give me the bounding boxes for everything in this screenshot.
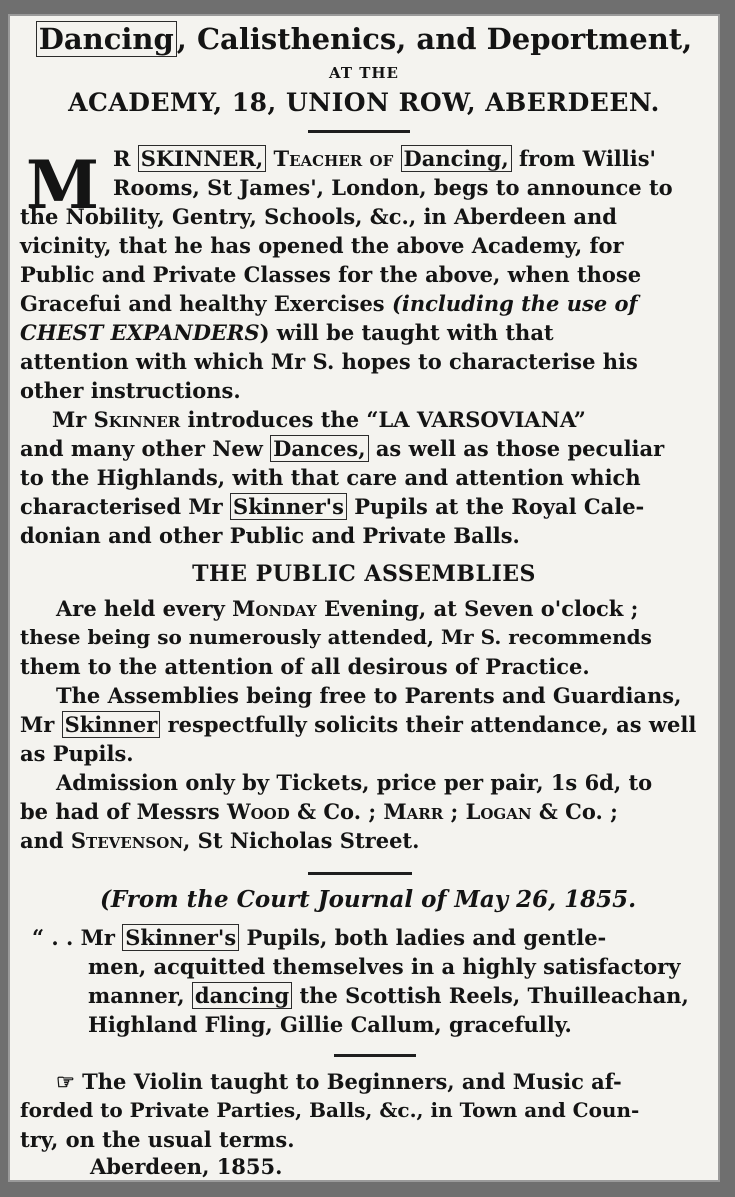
pointing-hand-icon: ☞ xyxy=(56,1069,75,1094)
highlight-skinner: Skinner xyxy=(62,711,161,738)
highlight-skinner: SKINNER, xyxy=(138,145,266,172)
advert-title: Dancing , Calisthenics, and Deportment, xyxy=(8,22,720,56)
para1-line9: other instructions. xyxy=(20,378,241,403)
divider xyxy=(308,872,412,875)
para1-line3: the Nobility, Gentry, Schools, &c., in Aberdeen and xyxy=(20,204,617,229)
footer-line3: try, on the usual terms. xyxy=(20,1127,295,1152)
footer-line1: ☞ The Violin taught to Beginners, and Music af- xyxy=(56,1069,622,1094)
divider xyxy=(334,1054,416,1057)
assemblies-line6: as Pupils. xyxy=(20,741,134,766)
para1-line4: vicinity, that he has opened the above Academy, for xyxy=(20,233,624,258)
para2-line5: donian and other Public and Private Balls. xyxy=(20,523,520,548)
admission-line1: Admission only by Tickets, price per pair, 1s 6d, to xyxy=(56,770,653,795)
place-date: Aberdeen, 1855. xyxy=(90,1154,283,1179)
at-the-label: AT THE xyxy=(329,64,399,82)
para1-line8: attention with which Mr S. hopes to characterise his xyxy=(20,349,638,374)
highlight-dancing: dancing xyxy=(192,982,292,1009)
para2-line3: to the Highlands, with that care and attention which xyxy=(20,465,641,490)
journal-line4: Highland Fling, Gillie Callum, gracefully. xyxy=(88,1012,572,1037)
para1-line1: R SKINNER, Teacher of Dancing, from Willis' xyxy=(113,146,656,171)
para2-line4: characterised Mr Skinner's Pupils at the Royal Cale- xyxy=(20,494,645,519)
academy-address: ACADEMY, 18, UNION ROW, ABERDEEN. xyxy=(68,88,660,117)
para1-line5: Public and Private Classes for the above, when those xyxy=(20,262,642,287)
highlight-dancing: Dancing xyxy=(36,21,177,57)
assemblies-line2: these being so numerously attended, Mr S. recommends xyxy=(20,625,652,649)
para1-line2: Rooms, St James', London, begs to announce to xyxy=(113,175,673,200)
footer-line2: forded to Private Parties, Balls, &c., in Town and Coun- xyxy=(20,1098,640,1122)
para2-line1: Mr Skinner introduces the “LA VARSOVIANA” xyxy=(52,407,586,432)
highlight-dances: Dances, xyxy=(270,435,368,462)
para1-line6: Gracefui and healthy Exercises (including the use of xyxy=(20,291,638,316)
highlight-skinners: Skinner's xyxy=(230,493,347,520)
section-heading: THE PUBLIC ASSEMBLIES xyxy=(192,561,536,587)
drop-cap: M xyxy=(26,146,100,224)
admission-line2: be had of Messrs Wood & Co. ; Marr ; Logan & Co. ; xyxy=(20,799,618,824)
divider xyxy=(308,130,410,133)
assemblies-line3: them to the attention of all desirous of Practice. xyxy=(20,654,590,679)
journal-line1: “ . . Mr Skinner's Pupils, both ladies and gentle- xyxy=(32,925,607,950)
journal-citation: (From the Court Journal of May 26, 1855. xyxy=(100,886,637,913)
admission-line3: and Stevenson, St Nicholas Street. xyxy=(20,828,420,853)
assemblies-line1: Are held every Monday Evening, at Seven o'clock ; xyxy=(56,596,639,621)
journal-line3: manner, dancing the Scottish Reels, Thuilleachan, xyxy=(88,983,689,1008)
para2-line2: and many other New Dances, as well as those peculiar xyxy=(20,436,665,461)
assemblies-line5: Mr Skinner respectfully solicits their attendance, as well xyxy=(20,712,697,737)
newspaper-clipping xyxy=(8,14,720,1182)
journal-line2: men, acquitted themselves in a highly satisfactory xyxy=(88,954,681,979)
highlight-dancing: Dancing, xyxy=(401,145,512,172)
highlight-skinners: Skinner's xyxy=(122,924,239,951)
para1-line7: CHEST EXPANDERS) will be taught with that xyxy=(20,320,554,345)
assemblies-line4: The Assemblies being free to Parents and Guardians, xyxy=(56,683,682,708)
